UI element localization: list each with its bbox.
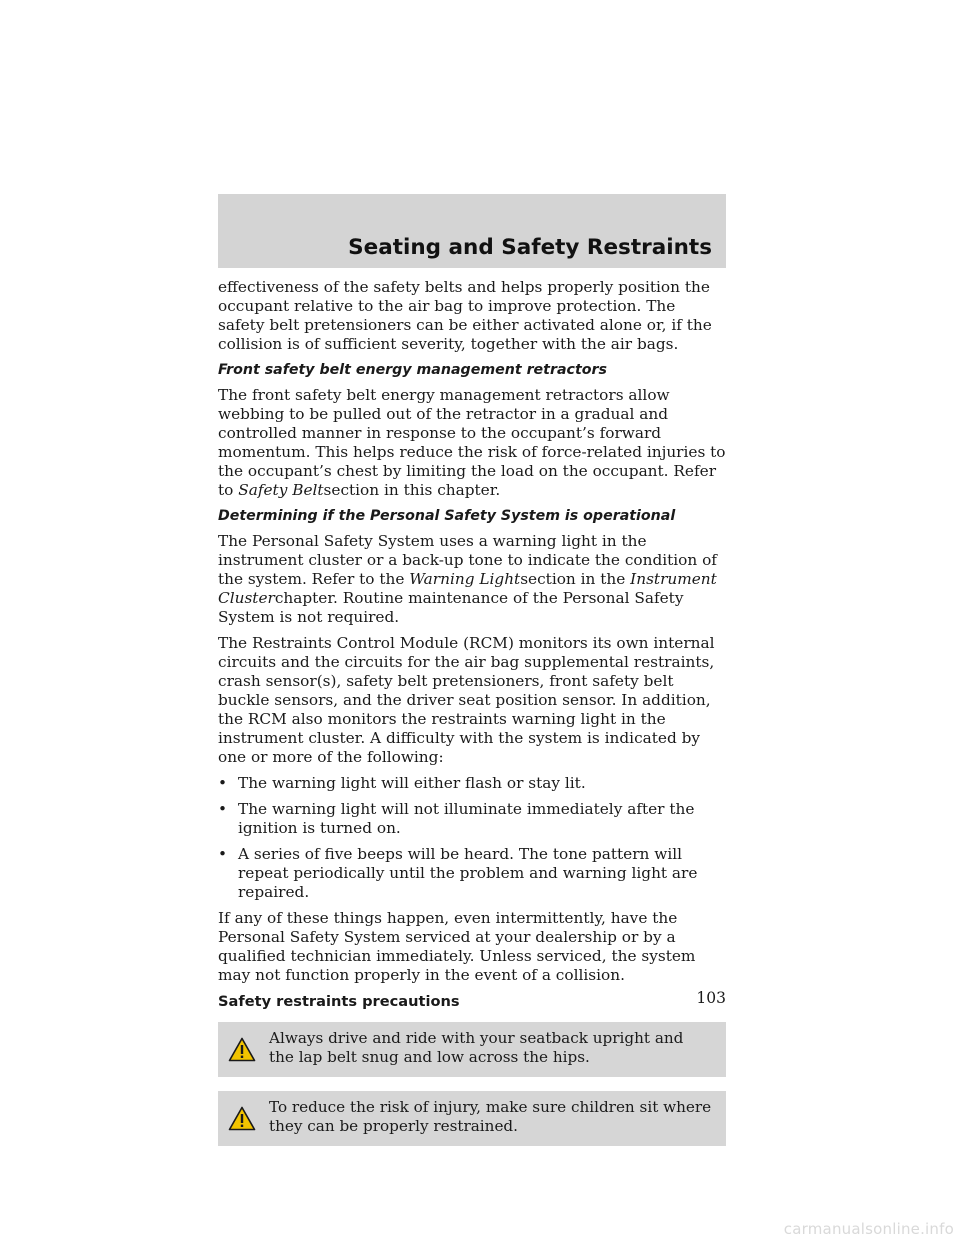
safety-belt-reference: Safety Belt	[238, 481, 324, 499]
bullet-marker: •	[218, 845, 228, 863]
paragraph-warning-light	[218, 532, 726, 627]
bullet-marker: •	[218, 774, 228, 792]
list-item-text: The warning light will either flash or stay lit.	[238, 774, 586, 792]
page-content	[218, 278, 726, 1160]
list-item	[218, 800, 726, 838]
page-number: 103	[696, 989, 726, 1007]
heading-precautions: Safety restraints precautions	[218, 993, 460, 1010]
paragraph-retractors-end: section in this chapter.	[323, 481, 501, 499]
paragraph-pretensioners: effectiveness of the safety belts and helps properly position the occupant relative to the air bag to improve protection. The safety belt pretensioners can be either activated alone or, if the collision is of sufficient severity, together with the air bags.	[218, 278, 712, 353]
heading-operational: Determining if the Personal Safety System is operational	[218, 508, 676, 524]
paragraph-retractors	[218, 386, 726, 500]
warning-triangle-icon	[228, 1037, 256, 1067]
paragraph-warning-light-c: chapter. Routine maintenance of the Personal Safety System is not required.	[218, 589, 684, 626]
section-header-band	[218, 194, 726, 268]
list-item	[218, 845, 726, 902]
paragraph-rcm: The Restraints Control Module (RCM) monitors its own internal circuits and the circuits for the air bag supplemental restraints, crash sensor(s), safety belt pretensioners, front safety belt buckle sensors, and the driver seat position sensor. In addition, the RCM also monitors the restraints warning light in the instrument cluster. A difficulty with the system is indicated by one or more of the following:	[218, 634, 715, 766]
list-item-text: A series of five beeps will be heard. The tone pattern will repeat periodically until the problem and warning light are repaired.	[238, 845, 698, 901]
section-title: Seating and Safety Restraints	[348, 235, 712, 260]
warning-box	[218, 1091, 726, 1146]
heading-energy-management: Front safety belt energy management retractors	[218, 362, 607, 378]
paragraph-service: If any of these things happen, even intermittently, have the Personal Safety System serviced at your dealership or by a qualified technician immediately. Unless serviced, the system may not function properly in the event of a collision.	[218, 909, 696, 984]
list-item-text: The warning light will not illuminate immediately after the ignition is turned on.	[238, 800, 695, 837]
warning-light-reference: Warning Light	[409, 570, 521, 588]
warning-text: Always drive and ride with your seatback upright and the lap belt snug and low across the hips.	[269, 1029, 684, 1066]
instrument-cluster-reference: Instrument Cluster	[218, 570, 717, 607]
watermark: carmanualsonline.info	[783, 1220, 954, 1238]
warning-triangle-icon	[228, 1106, 256, 1136]
list-item	[218, 774, 726, 793]
paragraph-retractors-text: The front safety belt energy management retractors allow webbing to be pulled out of the retractor in a gradual and controlled manner in response to the occupant’s forward momentum. This helps reduce the risk of force-related injuries to the occupant’s chest by limiting the load on the occupant. Refer to	[218, 386, 726, 499]
bullet-marker: •	[218, 800, 228, 818]
paragraph-warning-light-b: section in the	[520, 570, 631, 588]
warning-text: To reduce the risk of injury, make sure children sit where they can be properly restrained.	[269, 1098, 712, 1135]
warning-box	[218, 1022, 726, 1077]
paragraph-warning-light-a: The Personal Safety System uses a warning light in the instrument cluster or a back-up tone to indicate the condition of the system. Refer to the	[218, 532, 717, 588]
